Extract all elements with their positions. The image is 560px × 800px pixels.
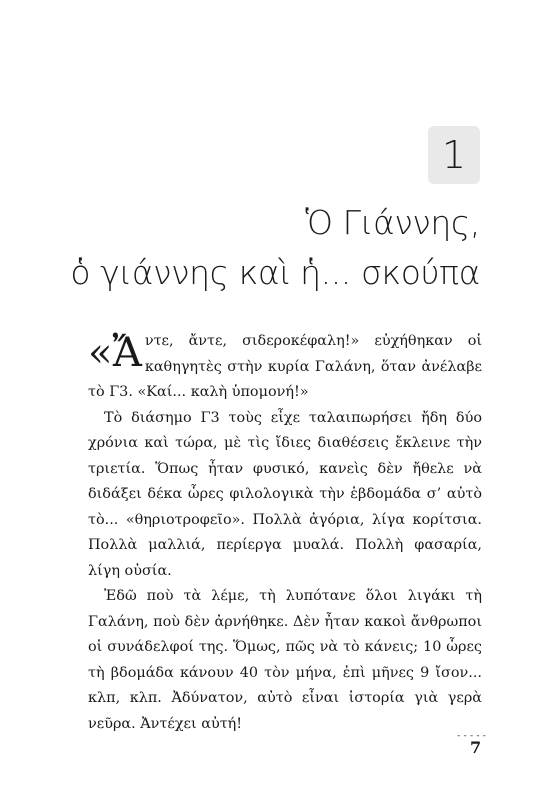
paragraph-2: Τὸ διάσημο Γ3 τοὺς εἶχε ταλαιπωρήσει ἤδη δύο χρόνια καὶ τώρα, μὲ τὶς ἴδιες διαθέσεις ἔκλεινε τὴν τριετία. Ὅπως ἦταν φυσικό, κανεὶς δὲν ἤθελε νὰ διδάξει δέκα ὧρες φιλολογικὰ τὴν ἑβδομάδα σ’ αὐτὸ τὸ... «θηριοτροφεῖο». Πολλὰ ἀγόρια, λίγα κορίτσια. Πολλὰ μαλλιά, περίεργα μυαλά. Πολλὴ φασαρία, λίγη οὐσία. — [88, 409, 482, 579]
footer-rule: ----- — [456, 731, 489, 741]
body-text — [88, 329, 482, 737]
chapter-number-box — [428, 126, 480, 184]
drop-cap: «Ἄ — [88, 330, 142, 376]
chapter-number: 1 — [441, 133, 467, 177]
paragraph-3: Ἐδῶ ποὺ τὰ λέμε, τὴ λυπότανε ὅλοι λιγάκι τὴ Γαλάνη, ποὺ δὲν ἀρνήθηκε. Δὲν ἦταν κακοὶ ἄνθρωποι οἱ συνάδελφοί της. Ὅμως, πῶς νὰ τὸ κάνεις; 10 ὧρες τὴ βδομάδα κάνουν 40 τὸν μήνα, ἐπὶ μῆνες 9 ἴσον... κλπ, κλπ. Ἀδύνατον, αὐτὸ εἶναι ἱστορία γιὰ γερὰ νεῦρα. Ἀντέχει αὐτή! — [88, 588, 482, 732]
paragraph-1 — [88, 329, 482, 406]
chapter-title-line-2: ὁ γιάννης καὶ ἡ... σκούπα — [70, 253, 480, 292]
chapter-title-line-1: Ὁ Γιάννης, — [304, 203, 480, 242]
paragraph-1-text: ντε, ἄντε, σιδεροκέφαλη!» εὐχήθηκαν οἱ καθηγητὲς στὴν κυρία Γαλάνη, ὅταν ἀνέλαβε τὸ Γ3. «Καί... καλὴ ὑπομονή!» — [88, 333, 482, 400]
page-number: 7 — [470, 738, 482, 757]
chapter-title — [70, 198, 480, 298]
